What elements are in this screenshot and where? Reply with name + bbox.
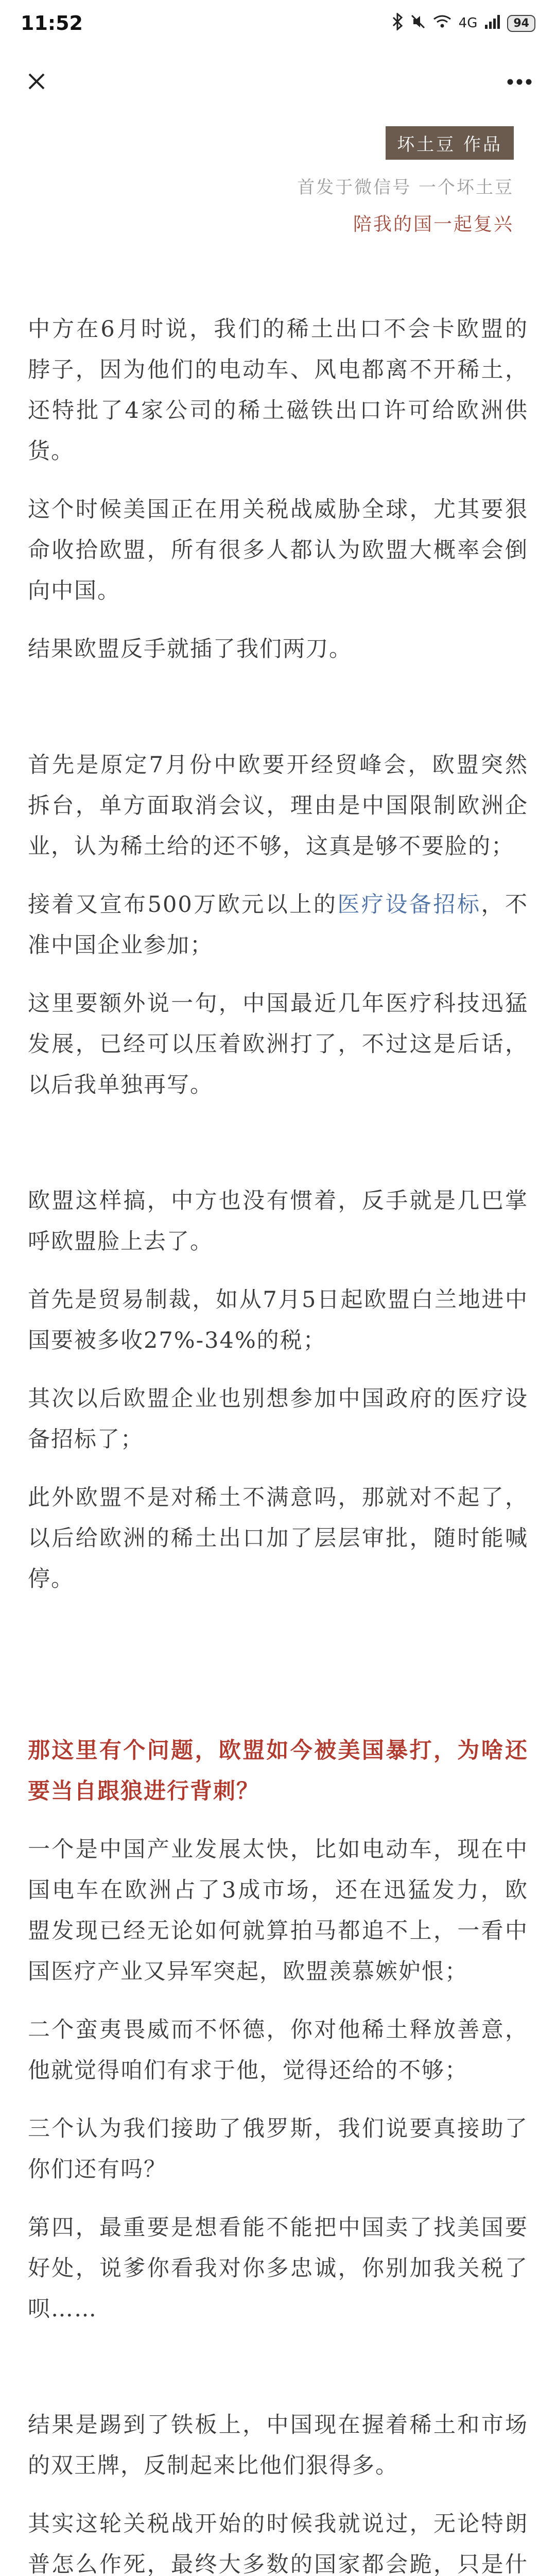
section-divider [28, 687, 528, 745]
paragraph: 中方在6月时说，我们的稀土出口不会卡欧盟的脖子，因为他们的电动车、风电都离不开稀土，还特批了4家公司的稀土磁铁出口许可给欧洲供货。 [28, 316, 528, 464]
article-section [28, 2405, 528, 2576]
bluetooth-icon [392, 13, 403, 34]
article-section [28, 309, 528, 670]
status-bar [0, 0, 556, 46]
article-section [28, 1731, 528, 2330]
status-time: 11:52 [21, 12, 83, 35]
signal-text: 4G [458, 15, 478, 31]
more-button[interactable] [501, 64, 537, 100]
status-indicators [392, 13, 535, 34]
paragraph: 首先是原定7月份中欧要开经贸峰会，欧盟突然拆台，单方面取消会议，理由是中国限制欧洲企业，认为稀土给的还不够，这真是够不要脸的； [28, 752, 528, 859]
section-divider [28, 2347, 528, 2405]
author-badge: 坏土豆 作品 [386, 126, 514, 160]
paragraph: 结果欧盟反手就插了我们两刀。 [28, 636, 352, 662]
article-header [153, 126, 514, 236]
paragraph: 欧盟这样搞，中方也没有惯着，反手就是几巴掌呼欧盟脸上去了。 [28, 1188, 528, 1255]
tagline: 陪我的国一起复兴 [353, 214, 514, 235]
paragraph: 此外欧盟不是对稀土不满意吗，那就对不起了，以后给欧洲的稀土出口加了层层审批，随时能喊停。 [28, 1485, 528, 1592]
nav-bar [0, 52, 556, 113]
article-section [28, 1181, 528, 1600]
paragraph-with-link [28, 885, 528, 966]
paragraph: 这个时候美国正在用关税战威胁全球，尤其要狠命收拾欧盟，所有很多人都认为欧盟大概率会倒向中国。 [28, 497, 528, 604]
more-icon [507, 78, 532, 88]
paragraph: 一个是中国产业发展太快，比如电动车，现在中国电车在欧洲占了3成市场，还在迅猛发力，欧盟发现已经无论如何就算拍马都追不上，一看中国医疗产业又异军突起，欧盟羡慕嫉妒恨； [28, 1837, 528, 1985]
paragraph-text-post: ，不准中国企业参加； [28, 892, 529, 958]
paragraph: 其实这轮关税战开始的时候我就说过，无论特朗普怎么作死，最终大多数的国家都会跪，只是什 [28, 2511, 528, 2576]
paragraph: 二个蛮夷畏威而不怀德，你对他稀土释放善意，他就觉得咱们有求于他，觉得还给的不够； [28, 2017, 528, 2083]
mute-icon [410, 14, 426, 33]
paragraph-text-pre: 接着又宣布500万欧元以上的 [28, 892, 338, 918]
paragraph: 第四，最重要是想看能不能把中国卖了找美国要好处，说爹你看我对你多忠诚，你别加我关税了呗…… [28, 2215, 528, 2322]
highlight-paragraph: 那这里有个问题，欧盟如今被美国暴打，为啥还要当自跟狼进行背刺？ [28, 1738, 528, 1804]
paragraph: 首先是贸易制裁，如从7月5日起欧盟白兰地进中国要被多收27%-34%的税； [28, 1287, 528, 1353]
section-divider [28, 1123, 528, 1181]
signal-icon [484, 14, 500, 32]
paragraph: 其次以后欧盟企业也别想参加中国政府的医疗设备招标了； [28, 1386, 528, 1452]
section-divider [28, 1617, 528, 1731]
paragraph: 三个认为我们接助了俄罗斯，我们说要真接助了你们还有吗？ [28, 2116, 528, 2182]
wifi-icon [433, 14, 451, 32]
source-line: 首发于微信号 一个坏土豆 [297, 177, 514, 198]
paragraph: 这里要额外说一句，中国最近几年医疗科技迅猛发展，已经可以压着欧洲打了，不过这是后话，以后我单独再写。 [28, 991, 528, 1098]
close-icon [26, 71, 47, 94]
article-section [28, 745, 528, 1106]
inline-link[interactable]: 医疗设备招标 [337, 892, 481, 918]
article-body [28, 309, 528, 2576]
close-button[interactable] [19, 64, 55, 100]
battery-indicator: 94 [507, 15, 535, 32]
paragraph: 结果是踢到了铁板上，中国现在握着稀土和市场的双王牌，反制起来比他们狠得多。 [28, 2412, 528, 2479]
